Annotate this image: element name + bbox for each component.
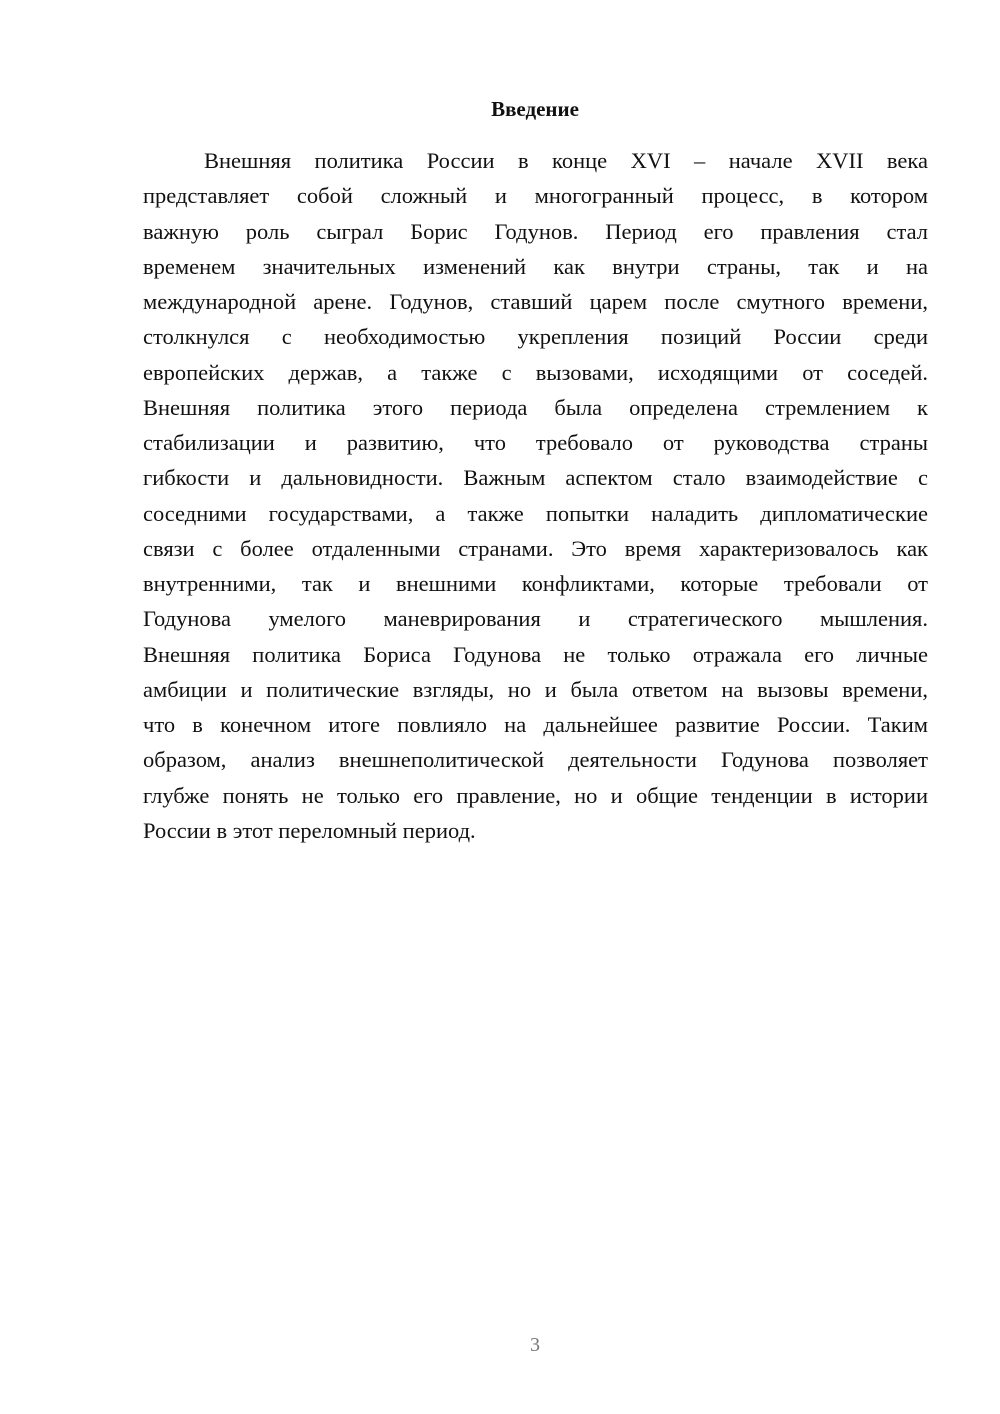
paragraph-line: Внешняя политика Бориса Годунова не только отражала его личные bbox=[143, 641, 928, 667]
paragraph-line: образом, анализ внешнеполитической деятельности Годунова позволяет bbox=[143, 747, 928, 773]
paragraph-line: амбиции и политические взгляды, но и была ответом на вызовы времени, bbox=[143, 676, 928, 702]
paragraph-line: столкнулся с необходимостью укрепления позиций России среди bbox=[143, 324, 928, 350]
paragraph-line: международной арене. Годунов, ставший царем после смутного времени, bbox=[143, 289, 928, 314]
paragraph-line: представляет собой сложный и многогранный процесс, в котором bbox=[143, 183, 928, 209]
paragraph-line: Годунова умелого маневрирования и стратегического мышления. bbox=[143, 606, 928, 632]
paragraph-line: европейских держав, а также с вызовами, исходящими от соседей. bbox=[143, 359, 928, 385]
intro-paragraph bbox=[143, 143, 928, 848]
paragraph-line: Внешняя политика этого периода была определена стремлением к bbox=[143, 394, 928, 420]
paragraph-line: соседними государствами, а также попытки наладить дипломатические bbox=[143, 500, 928, 526]
paragraph-line: важную роль сыграл Борис Годунов. Период его правления стал bbox=[143, 218, 928, 244]
paragraph-line: России в этот переломный период. bbox=[143, 817, 476, 843]
paragraph-line: внутренними, так и внешними конфликтами, которые требовали от bbox=[143, 571, 928, 596]
paragraph-line: связи с более отдаленными странами. Это время характеризовалось как bbox=[143, 535, 928, 561]
page-number: 3 bbox=[530, 1334, 540, 1356]
paragraph-line: что в конечном итоге повлияло на дальнейшее развитие России. Таким bbox=[143, 712, 928, 737]
paragraph-line: Внешняя политика России в конце XVI – начале XVII века bbox=[204, 148, 928, 173]
paragraph-line: временем значительных изменений как внутри страны, так и на bbox=[143, 253, 928, 279]
paragraph-line: стабилизации и развитию, что требовало от руководства страны bbox=[143, 430, 928, 455]
paragraph-line: гибкости и дальновидности. Важным аспектом стало взаимодействие с bbox=[143, 465, 928, 491]
section-title: Введение bbox=[491, 97, 579, 121]
paragraph-line: глубже понять не только его правление, но и общие тенденции в истории bbox=[143, 782, 928, 808]
